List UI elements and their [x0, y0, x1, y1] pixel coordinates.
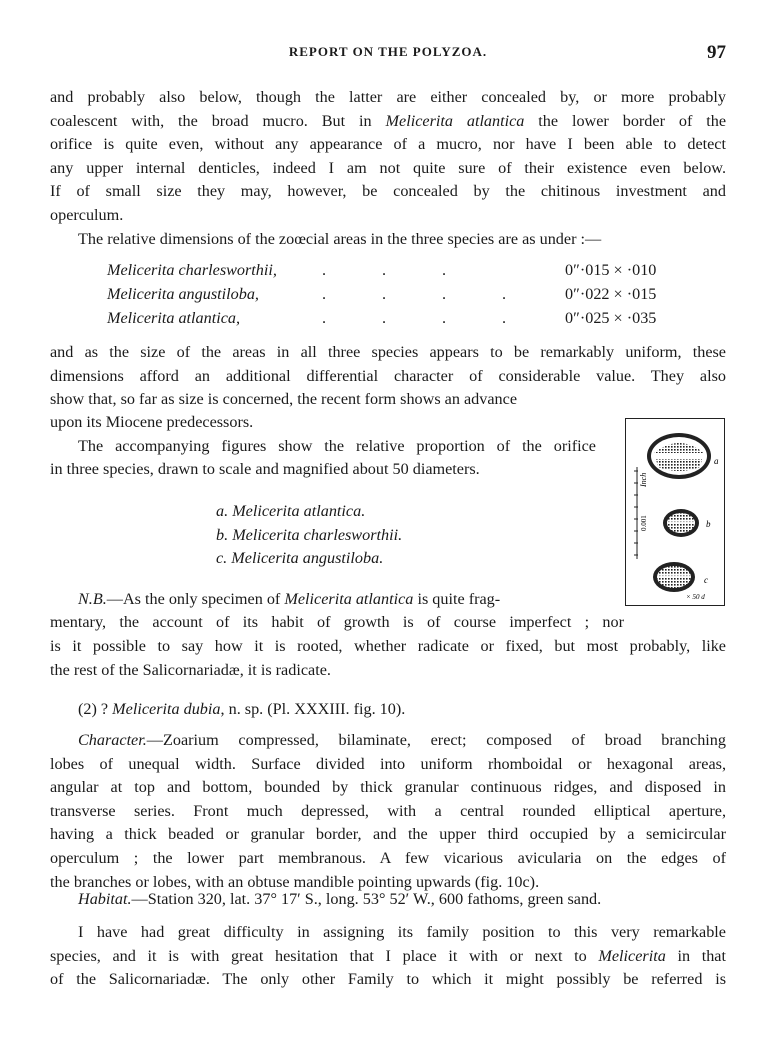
species-heading: (2) ? Melicerita dubia, n. sp. (Pl. XXXIII. fig. 10). — [78, 700, 406, 718]
text-line: and probably also below, though the latter are either concealed by, or more probably — [50, 88, 726, 106]
dimension-value: 0″·025 × ·035 — [565, 309, 657, 327]
dimension-row: Melicerita charlesworthii, . . . 0″·015 × ·010 — [107, 259, 672, 282]
text-line: the rest of the Salicornariadæ, it is radicate. — [50, 660, 331, 679]
magnification-label: × 50 d — [686, 593, 705, 601]
text-line: mentary, the account of its habit of growth is of course imperfect ; nor — [50, 613, 624, 631]
page-number: 97 — [707, 42, 726, 63]
legend-item: c. Melicerita angustiloba. — [216, 549, 384, 567]
figure-legend — [216, 500, 402, 571]
legend-item: b. Melicerita charlesworthii. — [216, 525, 403, 544]
text-line: show that, so far as size is concerned, the recent form shows an advance — [50, 390, 518, 408]
character-description — [50, 729, 726, 894]
text-line: dimensions afford an additional differential character of considerable value. They also — [50, 366, 726, 385]
text-line: orifice is quite even, without any appearance of a mucro, nor have I been able to detect — [50, 135, 726, 154]
text-line: the branches or lobes, with an obtuse mandible pointing upwards (fig. 10c). — [50, 872, 540, 891]
dimension-value: 0″·015 × ·010 — [565, 261, 657, 279]
paragraph-orifice-description — [50, 86, 726, 228]
orifice-c — [653, 562, 708, 601]
nb-line: N.B.—As the only specimen of Melicerita atlantica is quite frag- — [78, 590, 501, 608]
text-line: The accompanying figures show the relative proportion of the orifice — [78, 437, 596, 455]
orifice-drawing — [626, 419, 724, 605]
label-a: a — [714, 456, 719, 466]
text-line: angular at top and bottom, bounded by thick granular continuous ridges, and disposed in — [50, 778, 726, 797]
label-c: c — [704, 575, 708, 585]
running-title: REPORT ON THE POLYZOA. — [288, 44, 488, 59]
page-header — [50, 42, 726, 64]
text-line: in three species, drawn to scale and magnified about 50 diameters. — [50, 460, 480, 478]
paragraph-family-position — [50, 921, 726, 992]
paragraph-dimensions-intro: The relative dimensions of the zoœcial areas in the three species are as under :— — [78, 230, 602, 248]
habitat-line: Habitat.—Station 320, lat. 37° 17′ S., long. 53° 52′ W., 600 fathoms, green sand. — [78, 890, 602, 908]
text-line: operculum. — [50, 205, 124, 224]
label-b: b — [706, 519, 711, 529]
orifice-a — [647, 433, 719, 479]
species-name: Melicerita charlesworthii, — [107, 261, 277, 279]
legend-item: a. Melicerita atlantica. — [216, 502, 366, 520]
text-line: If of small size they may, however, be concealed by the chitinous investment and — [50, 182, 726, 201]
text-line: I have had great difficulty in assigning its family position to this very remarkable — [78, 923, 726, 941]
text-line: having a thick beaded or granular border, and the upper third occupied by a semicircular — [50, 825, 726, 844]
species-name: Melicerita angustiloba, — [107, 285, 259, 303]
text-line: is it possible to say how it is rooted, whether radicate or fixed, but most probably, like — [50, 637, 726, 655]
nb-continued — [50, 635, 726, 682]
scale-unit-label: Inch — [639, 472, 648, 487]
text-line: species, and it is with great hesitation that I place it with or next to Melicerita in that — [50, 946, 726, 965]
text-line: upon its Miocene predecessors. — [50, 413, 254, 431]
text-line: lobes of unequal width. Surface divided into uniform rhomboidal or hexagonal areas, — [50, 754, 726, 773]
dimension-row: Melicerita angustiloba, . . . . 0″·022 × ·015 — [107, 283, 672, 306]
text-line: transverse series. Front much depressed, with a central rounded elliptical aperture, — [50, 801, 726, 820]
text-line: any upper internal denticles, indeed I am not quite sure of their existence even below. — [50, 158, 726, 177]
text-line: Character.—Zoarium compressed, bilaminate, erect; composed of broad branching — [78, 731, 726, 749]
dimension-value: 0″·022 × ·015 — [565, 285, 657, 303]
text-line: coalescent with, the broad mucro. But in Melicerita atlantica the lower border of the — [50, 111, 727, 130]
scale-bar — [634, 467, 648, 559]
text-line: operculum ; the lower part membranous. A few vicarious avicularia on the edges of — [50, 848, 726, 867]
text-line: of the Salicornariadæ. The only other Family to which it might possibly be referred is — [50, 970, 726, 989]
scale-value-label: 0.001 — [640, 515, 648, 531]
text-line: and as the size of the areas in all three species appears to be remarkably uniform, these — [50, 343, 726, 361]
orifice-figure — [625, 418, 725, 606]
species-name: Melicerita atlantica, — [107, 309, 241, 327]
dimension-row: Melicerita atlantica, . . . . 0″·025 × ·035 — [107, 307, 672, 330]
orifice-b — [663, 509, 711, 537]
paragraph-size-comparison — [50, 341, 726, 388]
